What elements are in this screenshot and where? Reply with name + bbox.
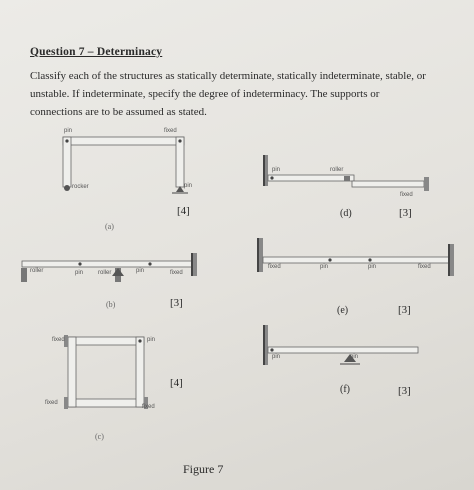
label-rocker: rocker [72,184,89,190]
roller-icon [344,176,350,181]
label-pin: pin [272,167,281,173]
figure-f-label: (f) [340,384,350,395]
pin-joint-icon [65,139,68,142]
pin-joint-icon [178,139,181,142]
label-pin: pin [350,354,359,360]
pin-joint-icon [138,339,141,342]
label-fixed: fixed [170,270,183,276]
figure-e-marks: [3] [398,304,411,316]
fixed-wall-icon [450,244,454,276]
label-pin: pin [184,183,193,189]
label-pin: pin [64,128,73,134]
label-pin: pin [147,337,156,343]
instructions-line-2: unstable. If indeterminate, specify the degree of indeterminacy. The supports or [30,88,380,100]
pin-joint-icon [148,262,151,265]
fixed-wall-icon [193,253,197,276]
figure-d-beams [264,155,429,191]
figure-f-beam [264,325,418,365]
figure-d-label: (d) [340,208,352,219]
wall-icon [265,155,268,186]
label-fixed: fixed [400,192,413,198]
pin-joint-icon [368,258,371,261]
fixed-wall-icon [259,238,263,272]
label-roller: roller [30,268,44,274]
frame-a-left-column [63,137,71,187]
label-fixed: fixed [52,337,65,343]
figure-c-label: (c) [95,432,104,441]
fixed-support-icon [64,397,68,409]
wall-icon [265,325,268,365]
figure-b-marks: [3] [170,297,183,309]
label-pin: pin [368,264,377,270]
figure-a-label: (a) [105,222,114,231]
figure-caption: Figure 7 [183,462,224,476]
figure-c-frame [68,337,144,407]
label-pin: pin [136,268,145,274]
label-fixed: fixed [164,128,177,134]
pin-joint-icon [270,176,273,179]
instructions-line-1: Classify each of the structures as statically determinate, statically indeterminate, stable, or [30,70,426,82]
roller-support-icon [21,268,27,282]
frame-c-left [68,337,76,407]
label-fixed: fixed [45,400,58,406]
figure-a-marks: [4] [177,205,190,217]
pin-joint-icon [328,258,331,261]
figure-c-marks: [4] [170,377,183,389]
figure-b-beam [21,253,197,282]
instructions-line-3: connections are to be assumed as stated. [30,106,207,118]
fixed-wall-icon [424,177,429,191]
question-title: Question 7 – Determinacy [30,46,163,58]
label-pin: pin [75,270,84,276]
frame-c-bottom [68,399,144,407]
pin-joint-icon [78,262,81,265]
figure-d-marks: [3] [399,207,412,219]
label-roller: roller [98,270,112,276]
pin-joint-icon [270,348,273,351]
label-pin: pin [320,264,329,270]
figure-e-label: (e) [337,305,349,316]
frame-a-beam [63,137,184,145]
frame-a-right-column [176,137,184,187]
frame-c-top [68,337,144,345]
label-fixed: fixed [142,404,155,410]
frame-c-right [136,337,144,407]
label-roller: roller [330,167,344,173]
pin-support-icon [112,268,124,276]
figure-f-marks: [3] [398,385,411,397]
label-pin: pin [272,354,281,360]
figure-a-frame [63,137,184,187]
label-fixed: fixed [418,264,431,270]
figure-b-label: (b) [106,300,116,309]
rocker-support-icon [64,185,70,191]
label-fixed: fixed [268,264,281,270]
figure-e-beam [258,238,454,276]
